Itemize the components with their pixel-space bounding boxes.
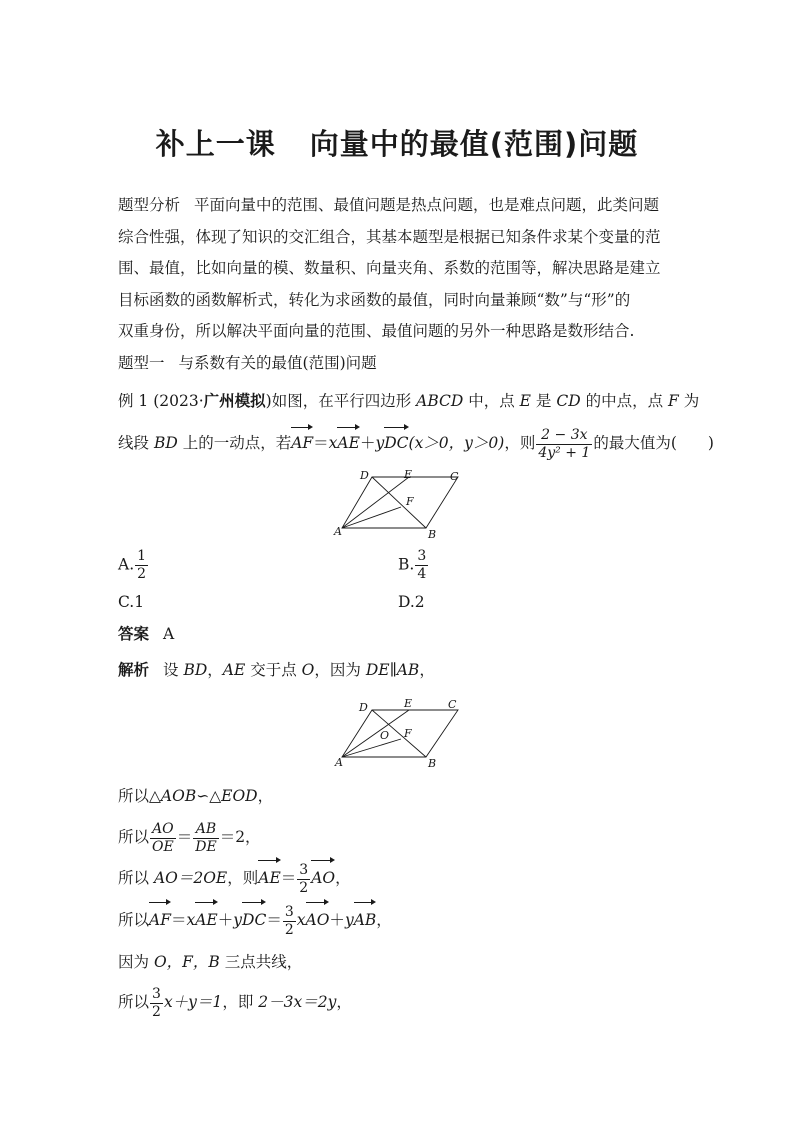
svg-text:O: O: [380, 729, 390, 742]
parallelogram-figure-1: [330, 466, 470, 542]
svg-text:E: E: [404, 468, 413, 481]
option-d: D.2: [398, 593, 425, 611]
analysis-line-3: 围、最值，比如向量的模、数量积、向量夹角、系数的范围等，解决思路是建立: [118, 259, 661, 277]
svg-text:A: A: [334, 525, 342, 538]
example-line-1: 例 1 (2023·广州模拟)如图，在平行四边形 ABCD 中，点 E 是 CD 的中点，点 F 为: [118, 392, 700, 410]
svg-text:A: A: [335, 756, 343, 769]
vector-dc: DC: [384, 426, 408, 460]
analysis-label: 题型分析: [118, 196, 181, 214]
analysis-line-5: 双重身份，所以解决平面向量的范围、最值问题的另外一种思路是数形结合.: [118, 322, 635, 340]
answer-line: 答案 A: [118, 624, 175, 643]
analysis-line-2: 综合性强，体现了知识的交汇组合，其基本题型是根据已知条件求某个变量的范: [118, 227, 661, 246]
vector-af: AF: [291, 426, 313, 460]
step-ratio: 所以 $\frac{AO}{OE}$ ＝ $\frac{AB}{DE}$ ＝2，: [118, 820, 261, 855]
svg-text:B: B: [428, 528, 437, 541]
analysis-line-1: 题型分析 平面向量中的范围、最值问题是热点问题，也是难点问题，此类问题: [118, 190, 678, 222]
svg-text:C: C: [448, 698, 457, 711]
parallelogram-figure-2: [330, 695, 470, 771]
option-a: A. $\frac{1}{2}$: [118, 548, 147, 582]
analysis-line-4: 目标函数的函数解析式，转化为求函数的最值，同时向量兼顾“数”与“形”的: [118, 290, 631, 309]
svg-text:E: E: [404, 697, 413, 710]
svg-text:B: B: [428, 757, 437, 770]
solution-line: 解析 设 BD，AE 交于点 O，因为 DE∥AB，: [118, 660, 435, 679]
option-b: B. $\frac{3}{4}$: [398, 548, 427, 582]
step-similar-triangles: 所以△AOB∽△EOD，: [118, 787, 274, 805]
svg-text:F: F: [406, 495, 414, 508]
svg-text:D: D: [360, 469, 369, 482]
step-af-vector: 所以AF＝xAE＋yDC＝ $\frac{3}{2}$ xAO＋yAB，: [118, 901, 678, 939]
svg-text:D: D: [359, 701, 368, 714]
svg-text:F: F: [404, 727, 412, 740]
svg-text:C: C: [450, 470, 459, 483]
vector-ae: AE: [337, 426, 360, 460]
example-line-2: 线段 BD 上的一动点，若AF＝xAE＋yDC(x＞0，y＞0)，则 $\frac{2 - 3x}{\text{4y² + 1}}$ 的最大值为( ): [118, 426, 714, 461]
type1-heading: 题型一 与系数有关的最值(范围)问题: [118, 354, 377, 372]
option-c: C.1: [118, 593, 145, 611]
step-relation: 所以 $\frac{3}{2}$ x＋y＝1，即 2－3x＝2y，: [118, 985, 352, 1020]
page-title: 补上一课 向量中的最值(范围)问题: [155, 127, 639, 161]
step-collinear: 因为 O，F，B 三点共线，: [118, 953, 303, 971]
target-fraction: $\frac{2 - 3x}{\text{4y² + 1}}$: [538, 426, 591, 461]
analysis-paragraph: [118, 190, 678, 348]
step-ae-vector: 所以 AO＝2OE，则AE＝ $\frac{3}{2}$ AO，: [118, 859, 678, 897]
